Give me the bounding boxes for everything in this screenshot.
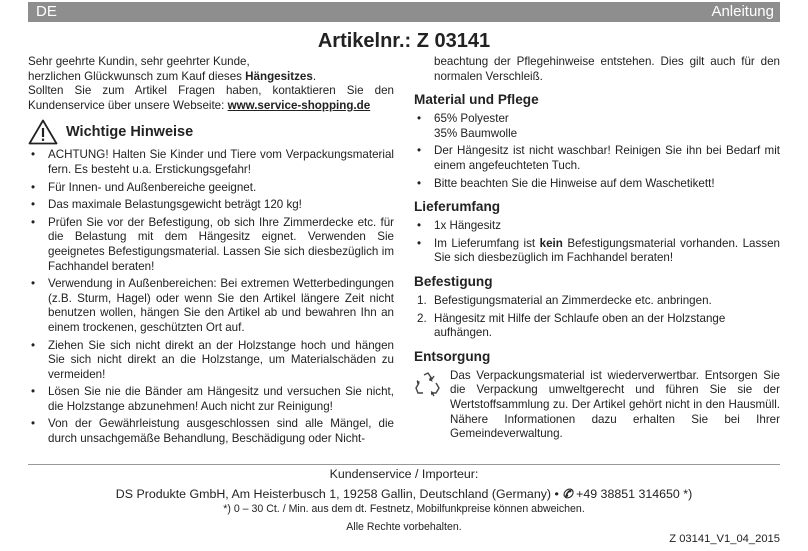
- service-label: Kundenservice / Importeur:: [329, 467, 479, 481]
- footer-divider: [28, 464, 780, 465]
- price-note: *) 0 – 30 Ct. / Min. aus dem dt. Festnetz, Mobilfunkpreise können abweichen.: [223, 503, 585, 515]
- contact-info: [28, 84, 394, 113]
- right-column: [414, 55, 780, 442]
- material-list: [414, 112, 780, 191]
- congrats-text: herzlichen Glückwunsch zum Kauf dieses: [28, 69, 246, 83]
- product-name: Hängesitzes: [245, 69, 313, 83]
- warning-continuation: beachtung der Pflegehinweise entstehen. Dies gilt auch für den normalen Verschleiß.: [434, 55, 780, 83]
- list-item: • Verwendung in Außenbereichen: Bei extremen Wetterbedingungen (z.B. Sturm, Hagel) oder wenn Sie den Artikel längere Zeit nicht benutzen wollen, hängen Sie den Artikel ab und bewahren Ihn an einem trockenen, geschützten Ort auf.: [28, 277, 394, 335]
- recycle-icon: [414, 371, 442, 399]
- list-item: [414, 237, 780, 266]
- step-text: Befestigungsmaterial an Zimmerdecke etc. anbringen.: [434, 293, 712, 307]
- list-item: • Für Innen- und Außenbereiche geeignet.: [28, 181, 394, 196]
- list-item: • Lösen Sie nie die Bänder am Hängesitz und versuchen Sie nicht, die Holzstange abzunehmen! Auch nicht zur Reinigung!: [28, 385, 394, 414]
- material-heading: Material und Pflege: [414, 92, 539, 108]
- contact-text: Sollten Sie zum Artikel Fragen haben, kontaktieren Sie den Kundenservice über unsere Webseite:: [28, 84, 394, 112]
- material-polyester: • 65% Polyester: [434, 112, 509, 126]
- warnings-title: Wichtige Hinweise: [66, 124, 194, 141]
- phone-icon: ✆: [562, 487, 573, 501]
- company-address: [0, 486, 808, 501]
- disposal-heading: Entsorgung: [414, 348, 491, 364]
- step-text: Hängesitz mit Hilfe der Schlaufe oben an der Holzstange aufhängen.: [434, 311, 726, 340]
- list-item: • Von der Gewährleistung ausgeschlossen sind alle Mängel, die durch unsachgemäße Behandlung, Beschädigung oder Nicht-: [28, 417, 394, 446]
- language-label: DE: [36, 3, 57, 20]
- mounting-heading: Befestigung: [414, 273, 493, 289]
- list-item: • 1x Hängesitz: [414, 219, 780, 234]
- warnings-heading: [28, 119, 394, 145]
- warning-triangle-icon: [28, 119, 58, 145]
- list-item: • ACHTUNG! Halten Sie Kinder und Tiere vom Verpackungsmaterial fern. Es besteht u.a. Erstickungsgefahr!: [28, 148, 394, 177]
- list-item: • Das maximale Belastungsgewicht beträgt 120 kg!: [28, 198, 394, 213]
- greeting: Sehr geehrte Kundin, sehr geehrter Kunde,: [28, 55, 250, 68]
- step-number: 2.: [417, 311, 427, 325]
- list-item: [414, 312, 780, 341]
- intro: [28, 55, 394, 113]
- left-column: [28, 55, 394, 450]
- page-title: Artikelnr.: Z 03141: [317, 30, 491, 52]
- website-link[interactable]: www.service-shopping.de: [227, 98, 371, 112]
- congrats: [28, 70, 394, 85]
- delivery-emphasis: kein: [539, 236, 563, 250]
- doc-type-label: Anleitung: [711, 3, 774, 20]
- disposal-block: [414, 369, 780, 442]
- rights-note: Alle Rechte vorbehalten.: [346, 521, 462, 533]
- version-code: Z 03141_V1_04_2015: [669, 533, 780, 545]
- list-item: • Prüfen Sie vor der Befestigung, ob sich Ihre Zimmerdecke etc. für die Belastung mit dem Hängesitz eignet. Verwenden Sie geeignetes Befestigungsmaterial. Lassen Sie sich diesbezüglich im Fachhandel beraten!: [28, 216, 394, 274]
- warnings-list: [28, 148, 394, 446]
- list-item: [414, 294, 780, 309]
- mounting-steps: [414, 294, 780, 341]
- delivery-heading: Lieferumfang: [414, 199, 501, 215]
- list-item: • Ziehen Sie sich nicht direkt an der Holzstange hoch und hängen Sie sich nicht direkt an die Holzstange, um Materialschäden zu vermeiden!: [28, 339, 394, 383]
- list-item: [414, 112, 780, 141]
- delivery-list: [414, 219, 780, 266]
- phone-number: +49 38851 314650 *): [572, 487, 693, 501]
- step-number: 1.: [417, 293, 427, 307]
- header-bar: [28, 2, 780, 22]
- material-cotton: 35% Baumwolle: [434, 126, 518, 140]
- list-item: • Bitte beachten Sie die Hinweise auf dem Waschetikett!: [414, 177, 780, 192]
- congrats-end: .: [312, 69, 317, 83]
- delivery-text-end: Befestigungsmaterial vorhanden. Lassen Sie sich diesbezüglich im Fachhandel beraten!: [434, 236, 780, 265]
- company-text: DS Produkte GmbH, Am Heisterbusch 1, 19258 Gallin, Deutschland (Germany) •: [115, 487, 563, 501]
- list-item: • Der Hängesitz ist nicht waschbar! Reinigen Sie ihn bei Bedarf mit einem angefeuchteten Tuch.: [414, 144, 780, 173]
- disposal-text: Das Verpackungsmaterial ist wiederverwertbar. Entsorgen Sie die Verpackung umweltgerecht und führen Sie sie der Wertstoffsammlung zu. Der Artikel gehört nicht in den Hausmüll. Nähere Informationen dazu erhalten Sie bei Ihrer Gemeindeverwaltung.: [450, 368, 780, 441]
- delivery-text: Im Lieferumfang ist: [434, 236, 540, 250]
